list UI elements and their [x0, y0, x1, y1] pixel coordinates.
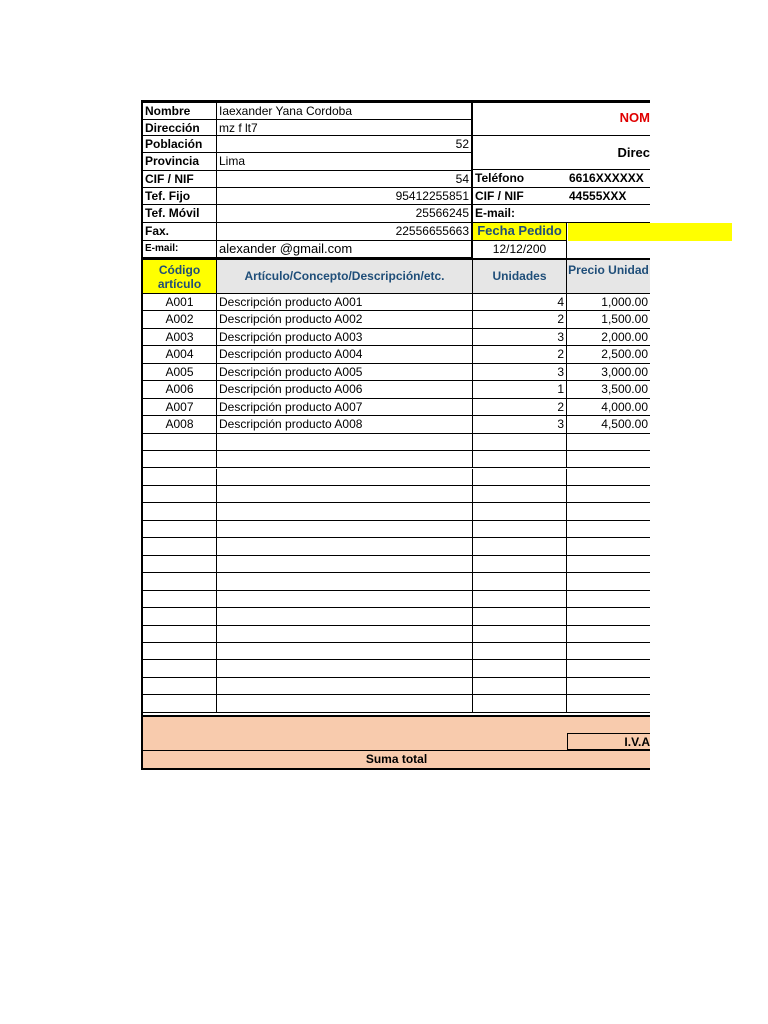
item-desc: [217, 678, 473, 695]
customer-value-8: alexander @gmail.com: [217, 241, 471, 258]
item-price: [567, 626, 650, 643]
item-code: [143, 538, 217, 555]
item-price: [567, 486, 650, 503]
item-price: [567, 451, 650, 468]
item-units: [473, 469, 567, 486]
customer-label-6: Tef. Móvil: [143, 205, 217, 223]
item-price: 3,000.00: [567, 364, 650, 381]
customer-label-0: Nombre: [143, 103, 217, 120]
header-precio-label: Precio Unidad: [568, 263, 649, 277]
item-desc: [217, 643, 473, 660]
header-unidades-label: Unidades: [492, 269, 547, 283]
iva-cell: [567, 733, 650, 750]
item-desc: [217, 503, 473, 520]
item-price: [567, 643, 650, 660]
item-units: [473, 503, 567, 520]
customer-value-3: Lima: [217, 153, 471, 171]
customer-label-5: Tef. Fijo: [143, 188, 217, 205]
item-code: [143, 608, 217, 625]
item-desc: [217, 591, 473, 608]
item-code: A005: [143, 364, 217, 381]
header-codigo-label: Código artículo: [157, 263, 202, 291]
item-code: A008: [143, 416, 217, 433]
item-units: 4: [473, 294, 567, 311]
item-price: 4,500.00: [567, 416, 650, 433]
item-price: 1,000.00: [567, 294, 650, 311]
item-code: [143, 660, 217, 677]
item-price: [567, 591, 650, 608]
item-desc: [217, 521, 473, 538]
item-price: 4,000.00: [567, 399, 650, 416]
item-code: [143, 626, 217, 643]
customer-label-8: E-mail:: [143, 241, 217, 258]
item-desc: Descripción producto A006: [217, 381, 473, 398]
item-desc: Descripción producto A004: [217, 346, 473, 363]
item-desc: Descripción producto A002: [217, 311, 473, 328]
item-desc: [217, 608, 473, 625]
item-code: A003: [143, 329, 217, 346]
company-address-cell: [473, 136, 650, 170]
item-desc: [217, 469, 473, 486]
fecha-yellow-band: [568, 223, 732, 241]
customer-label-4: CIF / NIF: [143, 171, 217, 188]
item-code: [143, 434, 217, 451]
item-desc: Descripción producto A005: [217, 364, 473, 381]
item-price: [567, 503, 650, 520]
customer-value-4: 54: [217, 171, 471, 188]
item-units: [473, 591, 567, 608]
company-email-label: E-mail:: [473, 205, 650, 223]
item-desc: [217, 538, 473, 555]
item-desc: [217, 434, 473, 451]
company-cif-value: 44555XXX: [567, 188, 650, 205]
item-price: [567, 678, 650, 695]
item-code: A007: [143, 399, 217, 416]
item-price: 2,000.00: [567, 329, 650, 346]
item-units: 3: [473, 416, 567, 433]
item-price: 2,500.00: [567, 346, 650, 363]
item-units: [473, 660, 567, 677]
customer-value-6: 25566245: [217, 205, 471, 223]
item-units: [473, 608, 567, 625]
item-units: [473, 521, 567, 538]
company-cif-label: CIF / NIF: [473, 188, 567, 205]
item-units: [473, 678, 567, 695]
header-precio: [567, 260, 650, 294]
fecha-pedido-label: Fecha Pedido: [473, 223, 567, 241]
customer-value-0: Iaexander Yana Cordoba: [217, 103, 471, 120]
item-price: 3,500.00: [567, 381, 650, 398]
item-units: 1: [473, 381, 567, 398]
item-price: [567, 556, 650, 573]
item-code: [143, 451, 217, 468]
item-code: [143, 503, 217, 520]
item-code: [143, 556, 217, 573]
item-desc: [217, 573, 473, 590]
company-name-cell: [473, 103, 650, 136]
item-units: [473, 695, 567, 712]
item-code: A002: [143, 311, 217, 328]
item-desc: [217, 556, 473, 573]
item-code: [143, 643, 217, 660]
item-code: A006: [143, 381, 217, 398]
company-address-label: Direc: [617, 145, 650, 160]
item-code: [143, 469, 217, 486]
iva-label: I.V.A: [624, 735, 650, 749]
item-units: [473, 486, 567, 503]
item-units: [473, 626, 567, 643]
header-codigo: [143, 260, 217, 294]
item-units: 2: [473, 311, 567, 328]
customer-value-1: mz f lt7: [217, 120, 471, 136]
item-units: [473, 434, 567, 451]
customer-value-2: 52: [217, 136, 471, 153]
company-telefono-label: Teléfono: [473, 170, 567, 188]
item-desc: Descripción producto A003: [217, 329, 473, 346]
item-desc: [217, 451, 473, 468]
item-price: [567, 434, 650, 451]
item-price: [567, 538, 650, 555]
item-desc: Descripción producto A007: [217, 399, 473, 416]
item-code: [143, 573, 217, 590]
item-units: 2: [473, 399, 567, 416]
item-code: [143, 678, 217, 695]
header-unidades: [473, 260, 567, 294]
customer-label-1: Dirección: [143, 120, 217, 136]
item-units: [473, 643, 567, 660]
customer-label-7: Fax.: [143, 223, 217, 241]
item-units: 3: [473, 364, 567, 381]
item-price: [567, 521, 650, 538]
item-price: [567, 608, 650, 625]
item-desc: [217, 660, 473, 677]
item-code: [143, 486, 217, 503]
item-code: [143, 695, 217, 712]
item-price: [567, 660, 650, 677]
item-price: [567, 573, 650, 590]
item-units: [473, 451, 567, 468]
customer-label-2: Población: [143, 136, 217, 153]
item-price: [567, 695, 650, 712]
item-desc: [217, 626, 473, 643]
item-price: 1,500.00: [567, 311, 650, 328]
item-units: 3: [473, 329, 567, 346]
company-telefono-value: 6616XXXXXX: [567, 170, 650, 188]
item-desc: Descripción producto A008: [217, 416, 473, 433]
item-code: [143, 521, 217, 538]
item-units: [473, 573, 567, 590]
customer-value-7: 22556655663: [217, 223, 471, 241]
company-name-label: NOM: [619, 110, 650, 125]
item-code: A004: [143, 346, 217, 363]
customer-value-5: 95412255851: [217, 188, 471, 205]
item-units: 2: [473, 346, 567, 363]
fecha-pedido-value: 12/12/200: [473, 241, 567, 259]
customer-label-3: Provincia: [143, 153, 217, 171]
item-code: A001: [143, 294, 217, 311]
header-articulo-label: Artículo/Concepto/Descripción/etc.: [244, 269, 445, 283]
item-units: [473, 538, 567, 555]
item-code: [143, 591, 217, 608]
item-desc: [217, 486, 473, 503]
item-units: [473, 556, 567, 573]
header-articulo: [217, 260, 473, 294]
item-desc: [217, 695, 473, 712]
item-desc: Descripción producto A001: [217, 294, 473, 311]
suma-total-label: Suma total: [365, 752, 428, 766]
item-price: [567, 469, 650, 486]
sheet-bottom-border: [141, 768, 650, 770]
